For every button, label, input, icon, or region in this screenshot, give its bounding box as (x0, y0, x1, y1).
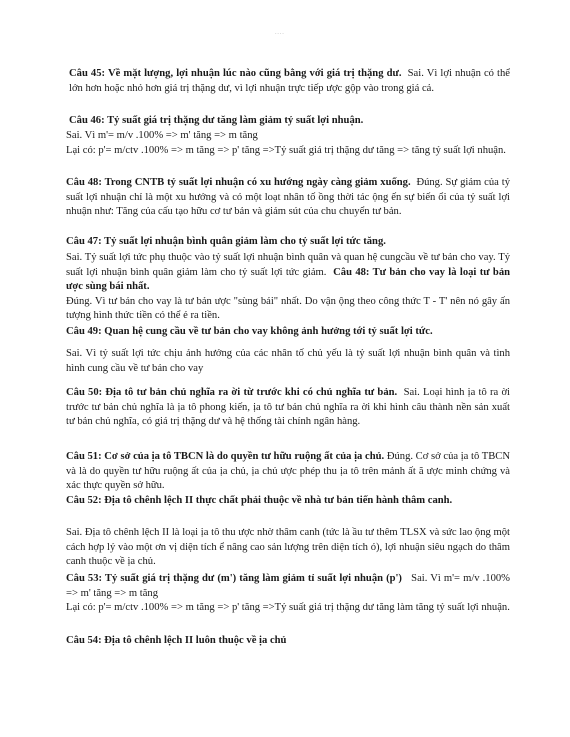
answer-text: Sai. Tỷ suất lợi tức phụ thuộc vào tỷ suất lợi nhuận bình quân và quan hệ cungcầu về tư bản cho vay. Tỷ suất lợi nhuận bình quân giảm làm cho tỷ suất lợi tức giảm. (66, 252, 510, 278)
question-46 (69, 114, 510, 129)
question-54 (66, 634, 510, 649)
question-title: Câu 45: Về mặt lượng, lợi nhuận lúc nào cũng bằng với giá trị thặng dư. (69, 68, 402, 79)
question-title: Câu 48: Tư bản cho vay là loại tư bản ược sùng bái nhất. (66, 266, 511, 293)
question-49 (66, 325, 510, 340)
answer-text: Sai. Vì lợi nhuận có thể lớn hơn hoặc nhỏ hơn giá trị thặng dư, vì lợi nhuận trực tiếp ược gộp vào trong giá cả. (69, 68, 510, 94)
question-title: Câu 47: Tỷ suất lợi nhuận bình quân giảm làm cho tỷ suất lợi tức tăng. (66, 236, 386, 247)
answer-line: Sai. Vì m'= m/v .100% => m' tăng => m tăng (66, 130, 258, 141)
question-51 (66, 450, 510, 494)
question-50 (66, 386, 510, 430)
answer-line: Lại có: p'= m/ctv .100% => m tăng => p' tăng =>Tỷ suất giá trị thặng dư tăng => tăng tỷ suất lợi nhuận. (66, 144, 506, 156)
question-title: Câu 54: Địa tô chênh lệch II luôn thuộc về ịa chủ (66, 635, 287, 646)
question-title: Câu 48: Trong CNTB tỷ suất lợi nhuận có xu hướng ngày càng giảm xuống. (66, 177, 411, 188)
question-title: Câu 49: Quan hệ cung cầu về tư bản cho vay không ảnh hưởng tới tỷ suất lợi tức. (66, 326, 433, 337)
question-45 (69, 67, 510, 96)
header-mark: - - - - (275, 30, 284, 35)
answer-47 (66, 251, 510, 324)
answer-line: Sai. Vì tỷ suất lợi tức chịu ảnh hưởng của các nhân tố chủ yếu là tỷ suất lợi nhuận bình quân và tình hình cung cầu về tư bản cho vay (66, 348, 510, 374)
paragraph (66, 572, 510, 601)
answer-text: Sai. Loại hình ịa tô ra ời trước tư bản chủ nghĩa là ịa tô phong kiến, ịa tô tư bản chủ nghĩa ra ời khi hình câu thành nền sản xuất tư bản chủ nghĩa, có giá trị thặng dư và hệ thống tài chính ngân hàng. (66, 387, 510, 428)
answer-49 (66, 347, 510, 376)
question-title: Câu 46: Tỷ suất giá trị thặng dư tăng làm giảm tỷ suất lợi nhuận. (69, 115, 364, 126)
paragraph (66, 386, 510, 430)
answer-46 (66, 129, 510, 158)
answer-text: Đúng. Cơ sở của ịa tô TBCN và là do quyền tư hữu ruộng ất của ịa chủ, ịa chủ ược phép thu ịa tô trên mảnh ất ã ược minh chứng và xác thực quyền sở hữu. (66, 451, 511, 492)
paragraph (69, 67, 510, 96)
answer-line: Lại có: p'= m/ctv .100% => m tăng => p' tăng =>Tỷ suất giá trị thặng dư tăng làm tăng tỷ suất lợi nhuận. (66, 602, 510, 614)
question-title: Câu 50: Địa tô tư bản chủ nghĩa ra ời từ trước khi có chủ nghĩa tư bản. (66, 387, 398, 398)
answer-line: Sai. Địa tô chênh lệch II là loại ịa tô thu ược nhờ thâm canh (tức là ầu tư thêm TLSX và sức lao ộng một cách hợp lý vào một ơn vị diện tích ể nâng cao sản lượng trên diện tích ó), lợi nhuận siêu ngạch do thâm canh thuộc về ịa chủ. (66, 527, 510, 568)
question-title: Câu 51: Cơ sở của ịa tô TBCN là do quyền tư hữu ruộng ất của ịa chủ. (66, 451, 385, 462)
paragraph (66, 450, 510, 494)
question-52 (66, 494, 510, 509)
answer-52 (66, 526, 510, 570)
question-53 (66, 572, 510, 616)
answer-text: Đúng. Sự giảm của tỷ suất lợi nhuận chỉ là một xu hướng và có một loạt nhân tố ồng thời tác ộng ến sự biến ổi của tỷ suất lợi nhuận như: Tăng của cấu tạo hữu cơ tư bản và giảm sút của chu chuyển tư bản. (66, 177, 511, 218)
answer-line: Đúng. Vì tư bản cho vay là tư bản ược "sùng bái" nhất. Do vận ộng theo công thức T - T' nên nó gây ấn tượng hình thức tiền có thể ẻ ra tiền. (66, 295, 510, 322)
answer-text: Sai. Vì m'= m/v .100% => m' tăng => m tăng (66, 573, 510, 599)
question-title: Câu 52: Địa tô chênh lệch II thực chất phải thuộc về nhà tư bản tiến hành thâm canh. (66, 495, 453, 506)
paragraph (66, 176, 510, 220)
paragraph (66, 251, 510, 295)
question-48 (66, 176, 510, 220)
question-47 (66, 235, 510, 250)
question-title: Câu 53: Tỷ suất giá trị thặng dư (m') tăng làm giảm tỉ suất lợi nhuận (p') (66, 573, 402, 584)
